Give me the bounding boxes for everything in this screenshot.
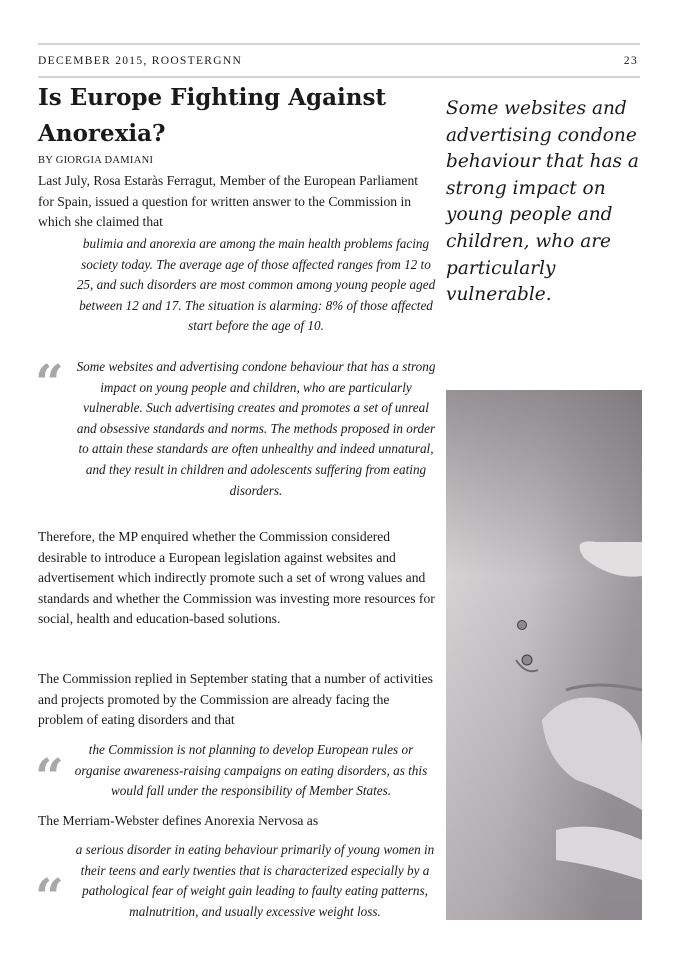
article-title: Is Europe Fighting Against Anorexia? — [38, 84, 387, 147]
quote-mark-icon: “ — [35, 353, 64, 412]
byline: BY GIORGIA DAMIANI — [38, 155, 154, 166]
quote-mark-icon: “ — [35, 747, 64, 806]
paragraph-3: The Merriam-Webster defines Anorexia Nervosa as — [38, 813, 319, 828]
quote-4: a serious disorder in eating behaviour primarily of young women in their teens and early twenties that is characterized especially by a pathological fear of weight gain leading to faulty eating patterns, malnutrition, and usually excessive weight loss. — [75, 842, 435, 919]
running-header — [38, 55, 640, 69]
paragraph-2: The Commission replied in September stating that a number of activities and projects promoted by the Commission are already facing the problem of eating disorders and that — [38, 671, 433, 728]
pull-quote: Some websites and advertising condone behaviour that has a strong impact on young people and children, who are particularly vulnerable. — [446, 98, 639, 306]
quote-1: bulimia and anorexia are among the main health problems facing society today. The average age of those affected ranges from 12 to 25, and such disorders are most common among young people aged between 12 and 17. The situation is alarming: 8% of those affected start before the age of 10. — [76, 236, 436, 334]
abdomen-photo — [446, 390, 642, 920]
header-rule-bottom — [38, 76, 640, 78]
quote-mark-icon: “ — [35, 867, 64, 926]
paragraph-1: Therefore, the MP enquired whether the Commission considered desirable to introduce a European legislation against websites and advertisement which indirectly promote such a set of wrong values and standards and whether the Commission was investing more resources for social, health and education-based solutions. — [38, 529, 435, 627]
quote-2: Some websites and advertising condone behaviour that has a strong impact on young people and children, who are particularly vulnerable. Such advertising creates and promotes a set of unreal and obsessive standards and norms. The methods proposed in order to attain these standards are often unhealthy and indeed unnatural, and they result in children and adolescents suffering from eating disorders. — [76, 359, 436, 498]
intro-paragraph: Last July, Rosa Estaràs Ferragut, Member of the European Parliament for Spain, issued a question for written answer to the Commission in which she claimed that — [38, 173, 419, 230]
issue-label: DECEMBER 2015, ROOSTERGNN — [38, 55, 243, 67]
header-rule-top — [38, 43, 640, 45]
quote-3: the Commission is not planning to develop European rules or organise awareness-raising campaigns on eating disorders, as this would fall under the responsibility of Member States. — [74, 742, 428, 799]
page-number: 23 — [623, 55, 638, 67]
